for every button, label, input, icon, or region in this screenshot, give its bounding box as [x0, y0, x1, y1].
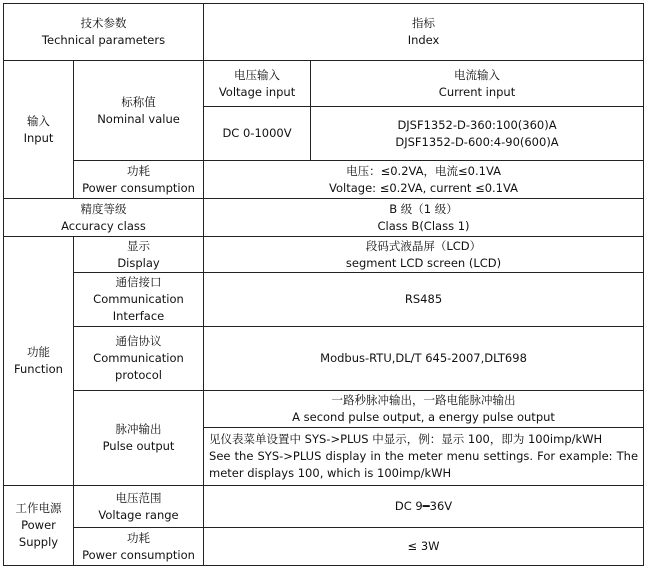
pulse-row-1 [4, 391, 644, 428]
supply-voltage-label: 电压范围 Voltage range [74, 486, 204, 528]
spec-table [3, 3, 644, 566]
supply-group-label: 工作电源 Power Supply [4, 486, 74, 566]
supply-power-value: ≤ 3W [204, 528, 644, 566]
header-row [4, 4, 644, 61]
current-input-value: DJSF1352-D-360:100(360)A DJSF1352-D-600:4-90(600)A [311, 107, 644, 161]
voltage-input-head: 电压输入 Voltage input [204, 61, 311, 107]
input-power-row [4, 161, 644, 199]
input-power-label: 功耗 Power consumption [74, 161, 204, 199]
nominal-value-label: 标称值 Nominal value [74, 61, 204, 161]
accuracy-row [4, 199, 644, 237]
protocol-value: Modbus-RTU,DL/T 645-2007,DLT698 [204, 327, 644, 391]
display-row [4, 237, 644, 273]
supply-power-row [4, 528, 644, 566]
display-label: 显示 Display [74, 237, 204, 273]
accuracy-label: 精度等级 Accuracy class [4, 199, 204, 237]
header-technical-parameters: 技术参数 Technical parameters [4, 4, 204, 61]
input-group-label: 输入 Input [4, 61, 74, 199]
interface-row [4, 273, 644, 327]
supply-voltage-row [4, 486, 644, 528]
function-group-label: 功能 Function [4, 237, 74, 486]
supply-voltage-value: DC 9━36V [204, 486, 644, 528]
accuracy-value: B 级（1 级） Class B(Class 1) [204, 199, 644, 237]
input-power-value: 电压：≤0.2VA，电流≤0.1VA Voltage: ≤0.2VA, current ≤0.1VA [204, 161, 644, 199]
protocol-row [4, 327, 644, 391]
supply-power-label: 功耗 Power consumption [74, 528, 204, 566]
current-input-head: 电流输入 Current input [311, 61, 644, 107]
display-value: 段码式液晶屏（LCD） segment LCD screen (LCD) [204, 237, 644, 273]
pulse-output-value-1: 一路秒脉冲输出，一路电能脉冲输出 A second pulse output, a energy pulse output [204, 391, 644, 428]
pulse-output-value-2: 见仪表菜单设置中 SYS->PLUS 中显示，例：显示 100，即为 100imp/kWH See the SYS->PLUS display in the meter menu settings. For example: The meter displays 100, which is 100imp/kWH [204, 428, 644, 486]
interface-label: 通信接口 Communication Interface [74, 273, 204, 327]
protocol-label: 通信协议 Communication protocol [74, 327, 204, 391]
interface-value: RS485 [204, 273, 644, 327]
nominal-heads-row [4, 61, 644, 107]
pulse-output-label: 脉冲输出 Pulse output [74, 391, 204, 486]
header-index: 指标 Index [204, 4, 644, 61]
voltage-input-value: DC 0-1000V [204, 107, 311, 161]
